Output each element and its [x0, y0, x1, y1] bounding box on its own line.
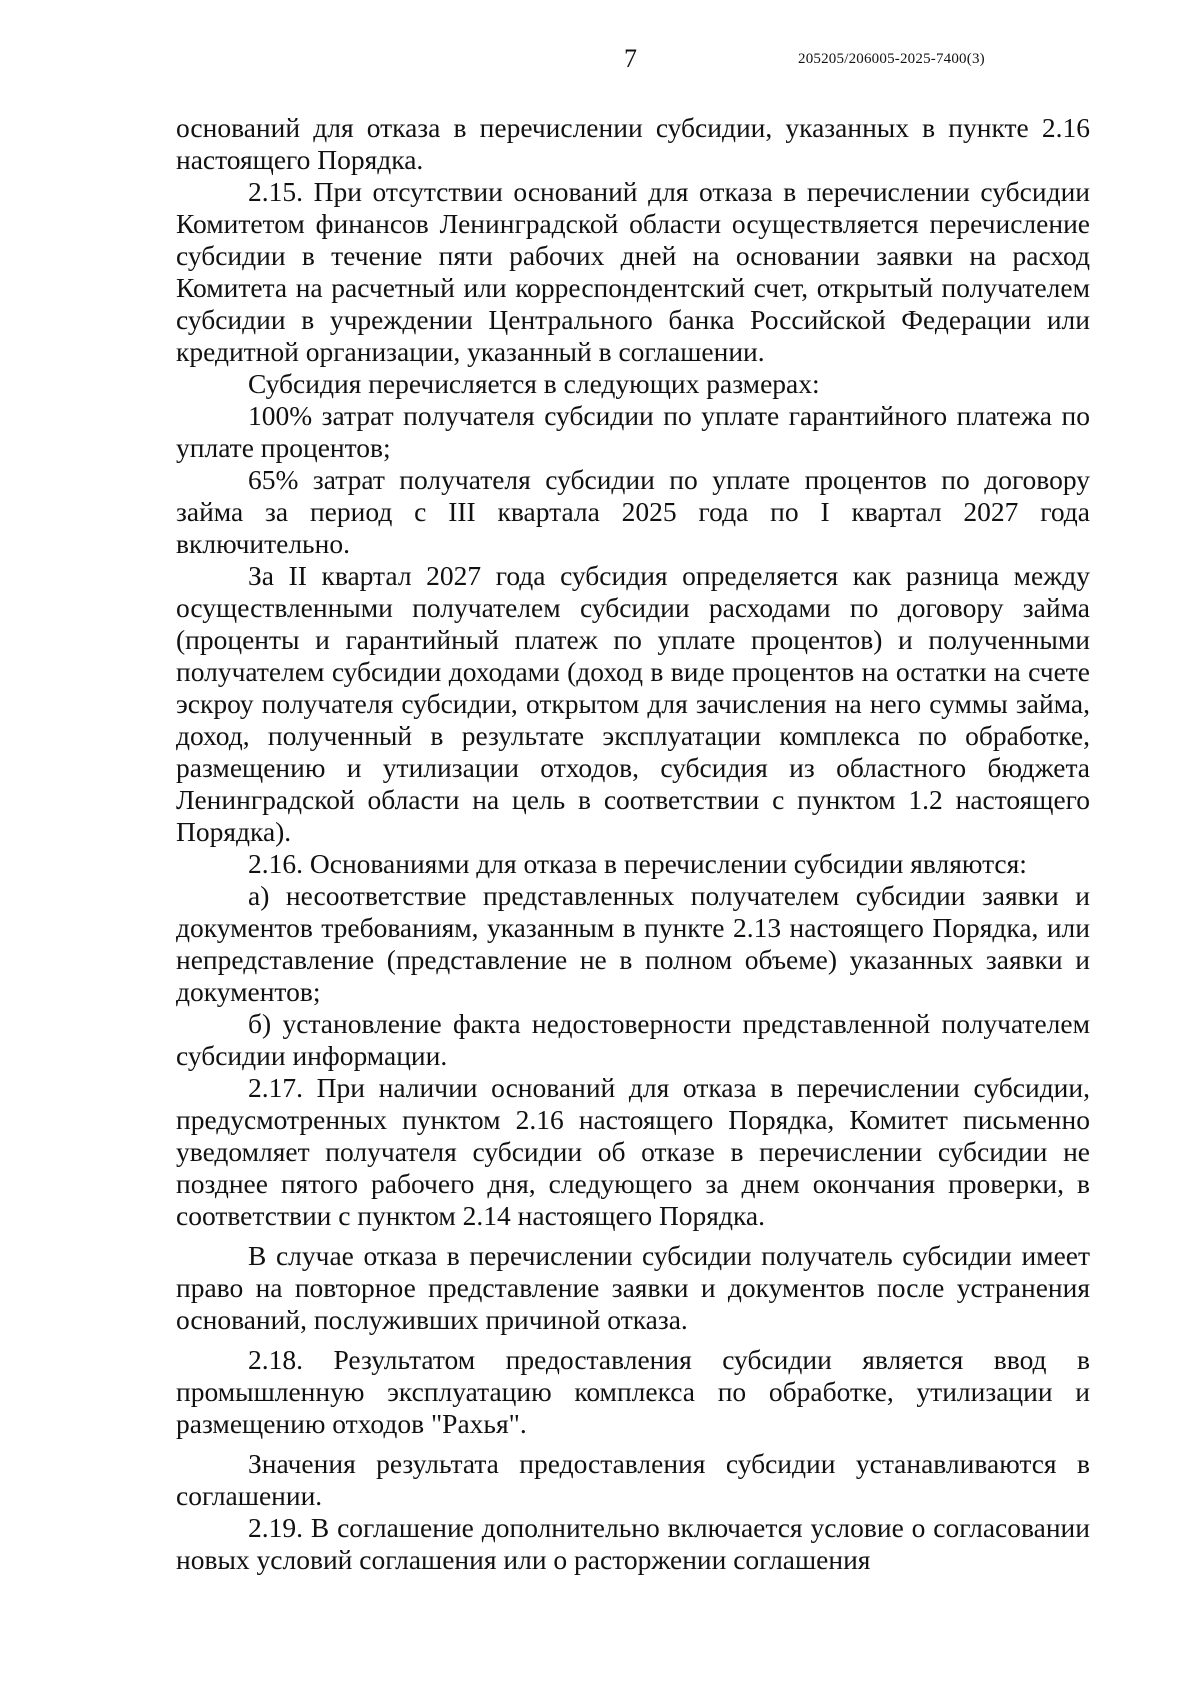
paragraph-result-values: Значения результата предоставления субсидии устанавливаются в соглашении.	[176, 1448, 1090, 1511]
paragraph-2-18: 2.18. Результатом предоставления субсидии является ввод в промышленную эксплуатацию комплекса по обработке, утилизации и размещению отходов "Рахья".	[176, 1344, 1090, 1439]
paragraph-q2-2027: За II квартал 2027 года субсидия определяется как разница между осуществленными получателем субсидии расходами по договору займа (проценты и гарантийный платеж по уплате процентов) и полученными получателем субсидии доходами (доход в виде процентов на остатки на счете эскроу получателя субсидии, открытом для зачисления на него суммы займа, доход, полученный в результате эксплуатации комплекса по обработке, размещению и утилизации отходов, субсидия из областного бюджета Ленинградской области на цель в соответствии с пунктом 1.2 настоящего Порядка).	[176, 560, 1090, 847]
document-id: 205205/206005-2025-7400(3)	[798, 51, 985, 67]
paragraph-65-percent: 65% затрат получателя субсидии по уплате процентов по договору займа за период с III квартала 2025 года по I квартал 2027 года включительно.	[176, 464, 1090, 559]
paragraph-100-percent: 100% затрат получателя субсидии по уплате гарантийного платежа по уплате процентов;	[176, 400, 1090, 463]
paragraph-refusal-case: В случае отказа в перечислении субсидии получатель субсидии имеет право на повторное представление заявки и документов после устранения оснований, послуживших причиной отказа.	[176, 1240, 1090, 1335]
paragraph-2-16: 2.16. Основаниями для отказа в перечислении субсидии являются:	[248, 848, 1027, 879]
page-number: 7	[624, 44, 637, 73]
paragraph-2-16-b: б) установление факта недостоверности представленной получателем субсидии информации.	[176, 1008, 1090, 1071]
document-body	[176, 112, 1090, 1576]
paragraph-subsidy-amounts: Субсидия перечисляется в следующих размерах:	[248, 368, 820, 399]
paragraph-2-19: 2.19. В соглашение дополнительно включается условие о согласовании новых условий соглашения или о расторжении соглашения	[176, 1512, 1090, 1575]
paragraph-2-15: 2.15. При отсутствии оснований для отказа в перечислении субсидии Комитетом финансов Ленинградской области осуществляется перечисление субсидии в течение пяти рабочих дней на основании заявки на расход Комитета на расчетный или корреспондентский счет, открытый получателем субсидии в учреждении Центрального банка Российской Федерации или кредитной организации, указанный в соглашении.	[176, 176, 1090, 367]
paragraph-continuation: оснований для отказа в перечислении субсидии, указанных в пункте 2.16 настоящего Порядка.	[176, 112, 1090, 175]
paragraph-2-17: 2.17. При наличии оснований для отказа в перечислении субсидии, предусмотренных пунктом 2.16 настоящего Порядка, Комитет письменно уведомляет получателя субсидии об отказе в перечислении субсидии не позднее пятого рабочего дня, следующего за днем окончания проверки, в соответствии с пунктом 2.14 настоящего Порядка.	[176, 1072, 1090, 1231]
paragraph-2-16-a: а) несоответствие представленных получателем субсидии заявки и документов требованиям, указанным в пункте 2.13 настоящего Порядка, или непредставление (представление не в полном объеме) указанных заявки и документов;	[176, 880, 1090, 1007]
